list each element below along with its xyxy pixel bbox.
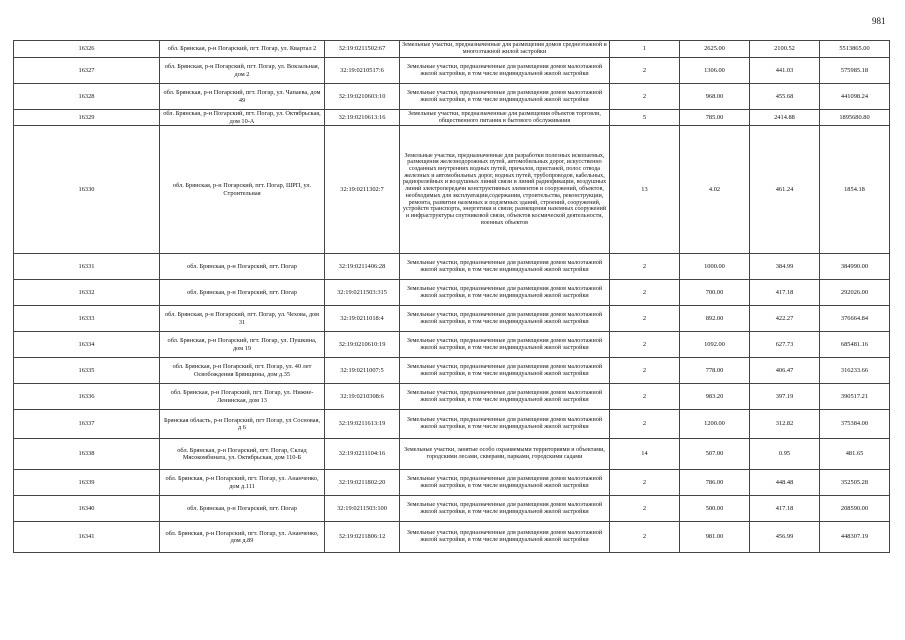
- address-cell: обл. Брянская, р-н Погарский, пгт. Погар: [160, 254, 325, 280]
- row-number-cell: 16335: [14, 358, 160, 384]
- land-use-type-cell: Земельные участки, предназначенные для размещения домов малоэтажной жилой застройки, в том числе индивидуальной жилой застройки: [400, 470, 610, 496]
- table-row: [14, 470, 890, 496]
- address-cell: обл. Брянская, р-н Погарский, пгт. Погар, ул. Чапаева, дом 49: [160, 84, 325, 110]
- specific-value-cell: 397.19: [750, 384, 820, 410]
- category-code-cell: 2: [610, 280, 680, 306]
- cadastral-value-cell: 575985.18: [820, 58, 890, 84]
- category-code-cell: 2: [610, 358, 680, 384]
- cadastral-number-cell: 32:19:0210308:6: [325, 384, 400, 410]
- specific-value-cell: 384.99: [750, 254, 820, 280]
- cadastral-number-cell: 32:19:0211018:4: [325, 306, 400, 332]
- address-cell: обл. Брянская, р-н Погарский, пгт. Погар, ул. Нижне-Ленинская, дом 13: [160, 384, 325, 410]
- land-use-type-cell: Земельные участки, предназначенные для размещения домов среднеэтажной и многоэтажной жилой застройки: [400, 41, 610, 58]
- cadastral-number-cell: 32:19:0211302:7: [325, 126, 400, 254]
- address-cell: обл. Брянская, р-н Погарский, пгт. Погар, ул. Вокзальная, дом 2: [160, 58, 325, 84]
- row-number-cell: 16338: [14, 439, 160, 470]
- cadastral-value-cell: 448307.19: [820, 522, 890, 553]
- specific-value-cell: 455.68: [750, 84, 820, 110]
- cadastral-value-cell: 352505.28: [820, 470, 890, 496]
- land-use-type-cell: Земельные участки, предназначенные для размещения домов малоэтажной жилой застройки, в том числе индивидуальной жилой застройки: [400, 84, 610, 110]
- cadastral-value-cell: 441098.24: [820, 84, 890, 110]
- row-number-cell: 16329: [14, 110, 160, 126]
- cadastral-value-cell: 1854.18: [820, 126, 890, 254]
- specific-value-cell: 456.99: [750, 522, 820, 553]
- cadastral-number-cell: 32:19:0210603:10: [325, 84, 400, 110]
- cadastral-value-cell: 375384.00: [820, 410, 890, 439]
- row-number-cell: 16337: [14, 410, 160, 439]
- area-cell: 786.00: [680, 470, 750, 496]
- address-cell: обл. Брянская, р-н Погарский, пгт. Погар, ШРП, ул. Строительная: [160, 126, 325, 254]
- row-number-cell: 16327: [14, 58, 160, 84]
- cadastral-number-cell: 32:19:0211503:100: [325, 496, 400, 522]
- specific-value-cell: 406.47: [750, 358, 820, 384]
- specific-value-cell: 0.95: [750, 439, 820, 470]
- address-cell: обл. Брянская, р-н Погарский, пгт. Погар, ул. Пушкина, дом 19: [160, 332, 325, 358]
- table-row: [14, 126, 890, 254]
- table-row: [14, 58, 890, 84]
- cadastral-number-cell: 32:19:0210610:19: [325, 332, 400, 358]
- cadastral-value-cell: 208590.00: [820, 496, 890, 522]
- table-row: [14, 332, 890, 358]
- address-cell: обл. Брянская, р-н Погарский, пгт. Погар: [160, 280, 325, 306]
- area-cell: 2625.00: [680, 41, 750, 58]
- specific-value-cell: 422.27: [750, 306, 820, 332]
- area-cell: 1200.00: [680, 410, 750, 439]
- cadastral-value-cell: 292026.00: [820, 280, 890, 306]
- category-code-cell: 2: [610, 522, 680, 553]
- table-row: [14, 439, 890, 470]
- row-number-cell: 16328: [14, 84, 160, 110]
- category-code-cell: 2: [610, 496, 680, 522]
- address-cell: обл. Брянская, р-н Погарский, пгт. Погар: [160, 496, 325, 522]
- specific-value-cell: 627.73: [750, 332, 820, 358]
- category-code-cell: 1: [610, 41, 680, 58]
- cadastral-number-cell: 32:19:0211502:67: [325, 41, 400, 58]
- address-cell: Брянская область, р-н Погарский, пгт Погар, ул Сосновая, д 6: [160, 410, 325, 439]
- land-registry-table: [13, 40, 890, 553]
- table-row: [14, 410, 890, 439]
- land-use-type-cell: Земельные участки, предназначенные для разработки полезных ископаемых, размещения железнодорожных путей, автомобильных дорог, искусственно созданных внутренних водных путей, причалов, пристаней, полос отвода железных и автомобильных дорог, водных путей, трубопроводов, кабельных, радиорелейных и воздушных линий связи и линий радиофикации, воздушных линий электропередачи конструктивных элементов и сооружений, объектов, необходимых для эксплуатации,содержания, строительства, реконструкции, ремонта, развития наземных и подземных зданий, строений, сооружений, устройств транспорта, энергетики и связи; размещения наземных сооружений и инфраструктуры спутниковой связи, объектов космической деятельности, военных объектов: [400, 126, 610, 254]
- category-code-cell: 2: [610, 410, 680, 439]
- cadastral-number-cell: 32:19:0211503:315: [325, 280, 400, 306]
- table-row: [14, 280, 890, 306]
- row-number-cell: 16326: [14, 41, 160, 58]
- category-code-cell: 2: [610, 58, 680, 84]
- row-number-cell: 16331: [14, 254, 160, 280]
- page-number: 981: [872, 16, 886, 26]
- area-cell: 507.00: [680, 439, 750, 470]
- table-row: [14, 84, 890, 110]
- area-cell: 981.00: [680, 522, 750, 553]
- row-number-cell: 16336: [14, 384, 160, 410]
- address-cell: обл. Брянская, р-н Погарский, пгт. Погар, ул. Ананченко, дом д.89: [160, 522, 325, 553]
- area-cell: 778.00: [680, 358, 750, 384]
- address-cell: обл. Брянская, р-н Погарский, пгт. Погар, ул. 40 лет Освобождения Брянщины, дом д.35: [160, 358, 325, 384]
- address-cell: обл. Брянская, р-н Погарский, пгт. Погар, ул. Квартал 2: [160, 41, 325, 58]
- category-code-cell: 2: [610, 306, 680, 332]
- table-row: [14, 110, 890, 126]
- land-use-type-cell: Земельные участки, предназначенные для размещения домов малоэтажной жилой застройки, в том числе индивидуальной жилой застройки: [400, 306, 610, 332]
- row-number-cell: 16330: [14, 126, 160, 254]
- land-use-type-cell: Земельные участки, предназначенные для размещения домов малоэтажной жилой застройки, в том числе индивидуальной жилой застройки: [400, 496, 610, 522]
- category-code-cell: 2: [610, 254, 680, 280]
- cadastral-value-cell: 376664.84: [820, 306, 890, 332]
- row-number-cell: 16340: [14, 496, 160, 522]
- land-use-type-cell: Земельные участки, предназначенные для размещения домов малоэтажной жилой застройки, в том числе индивидуальной жилой застройки: [400, 522, 610, 553]
- address-cell: обл. Брянская, р-н Погарский, пгт. Погар, Склад Мясокомбината, ул. Октябрьская, дом 110-Б: [160, 439, 325, 470]
- table-row: [14, 496, 890, 522]
- area-cell: 1306.00: [680, 58, 750, 84]
- cadastral-value-cell: 390517.21: [820, 384, 890, 410]
- land-use-type-cell: Земельные участки, предназначенные для размещения домов малоэтажной жилой застройки, в том числе индивидуальной жилой застройки: [400, 332, 610, 358]
- area-cell: 785.00: [680, 110, 750, 126]
- land-use-type-cell: Земельные участки, предназначенные для размещения домов малоэтажной жилой застройки, в том числе индивидуальной жилой застройки: [400, 254, 610, 280]
- category-code-cell: 2: [610, 84, 680, 110]
- area-cell: 968.00: [680, 84, 750, 110]
- land-use-type-cell: Земельные участки, предназначенные для размещения домов малоэтажной жилой застройки, в том числе индивидуальной жилой застройки: [400, 358, 610, 384]
- specific-value-cell: 417.18: [750, 496, 820, 522]
- land-use-type-cell: Земельные участки, предназначенные для размещения домов малоэтажной жилой застройки, в том числе индивидуальной жилой застройки: [400, 410, 610, 439]
- land-use-type-cell: Земельные участки, занятые особо охраняемыми территориями и объектами, городскими лесами, скверами, парками, городскими садами: [400, 439, 610, 470]
- category-code-cell: 14: [610, 439, 680, 470]
- row-number-cell: 16333: [14, 306, 160, 332]
- area-cell: 4.02: [680, 126, 750, 254]
- category-code-cell: 5: [610, 110, 680, 126]
- cadastral-value-cell: 384990.00: [820, 254, 890, 280]
- area-cell: 983.20: [680, 384, 750, 410]
- land-use-type-cell: Земельные участки, предназначенные для размещения домов малоэтажной жилой застройки, в том числе индивидуальной жилой застройки: [400, 384, 610, 410]
- address-cell: обл. Брянская, р-н Погарский, пгт. Погар, ул. Октябрьская, дом 10-А: [160, 110, 325, 126]
- cadastral-number-cell: 32:19:0210517:6: [325, 58, 400, 84]
- row-number-cell: 16332: [14, 280, 160, 306]
- cadastral-number-cell: 32:19:0211007:5: [325, 358, 400, 384]
- specific-value-cell: 461.24: [750, 126, 820, 254]
- specific-value-cell: 441.03: [750, 58, 820, 84]
- specific-value-cell: 2100.52: [750, 41, 820, 58]
- cadastral-value-cell: 685481.16: [820, 332, 890, 358]
- specific-value-cell: 2414.88: [750, 110, 820, 126]
- table-row: [14, 358, 890, 384]
- row-number-cell: 16341: [14, 522, 160, 553]
- area-cell: 892.00: [680, 306, 750, 332]
- land-use-type-cell: Земельные участки, предназначенные для размещения домов малоэтажной жилой застройки, в том числе индивидуальной жилой застройки: [400, 280, 610, 306]
- cadastral-number-cell: 32:19:0211406:28: [325, 254, 400, 280]
- cadastral-number-cell: 32:19:0211806:12: [325, 522, 400, 553]
- specific-value-cell: 312.82: [750, 410, 820, 439]
- category-code-cell: 2: [610, 470, 680, 496]
- specific-value-cell: 417.18: [750, 280, 820, 306]
- row-number-cell: 16339: [14, 470, 160, 496]
- address-cell: обл. Брянская, р-н Погарский, пгт. Погар, ул. Чехова, дом 31: [160, 306, 325, 332]
- cadastral-value-cell: 316233.66: [820, 358, 890, 384]
- table-row: [14, 254, 890, 280]
- cadastral-number-cell: 32:19:0211104:16: [325, 439, 400, 470]
- area-cell: 500.00: [680, 496, 750, 522]
- category-code-cell: 2: [610, 384, 680, 410]
- cadastral-value-cell: 5513865.00: [820, 41, 890, 58]
- land-use-type-cell: Земельные участки, предназначенные для размещения домов малоэтажной жилой застройки, в том числе индивидуальной жилой застройки: [400, 58, 610, 84]
- cadastral-number-cell: 32:19:0210613:16: [325, 110, 400, 126]
- table-row: [14, 522, 890, 553]
- area-cell: 700.00: [680, 280, 750, 306]
- cadastral-value-cell: 481.65: [820, 439, 890, 470]
- area-cell: 1000.00: [680, 254, 750, 280]
- table-row: [14, 306, 890, 332]
- area-cell: 1092.00: [680, 332, 750, 358]
- table-row: [14, 41, 890, 58]
- table-row: [14, 384, 890, 410]
- cadastral-number-cell: 32:19:0211802:20: [325, 470, 400, 496]
- cadastral-number-cell: 32:19:0211613:19: [325, 410, 400, 439]
- land-use-type-cell: Земельные участки, предназначенные для размещения объектов торговли, общественного питания и бытового обслуживания: [400, 110, 610, 126]
- address-cell: обл. Брянская, р-н Погарский, пгт. Погар, ул. Ананченко, дом д.111: [160, 470, 325, 496]
- specific-value-cell: 448.48: [750, 470, 820, 496]
- cadastral-value-cell: 1895680.80: [820, 110, 890, 126]
- category-code-cell: 13: [610, 126, 680, 254]
- category-code-cell: 2: [610, 332, 680, 358]
- row-number-cell: 16334: [14, 332, 160, 358]
